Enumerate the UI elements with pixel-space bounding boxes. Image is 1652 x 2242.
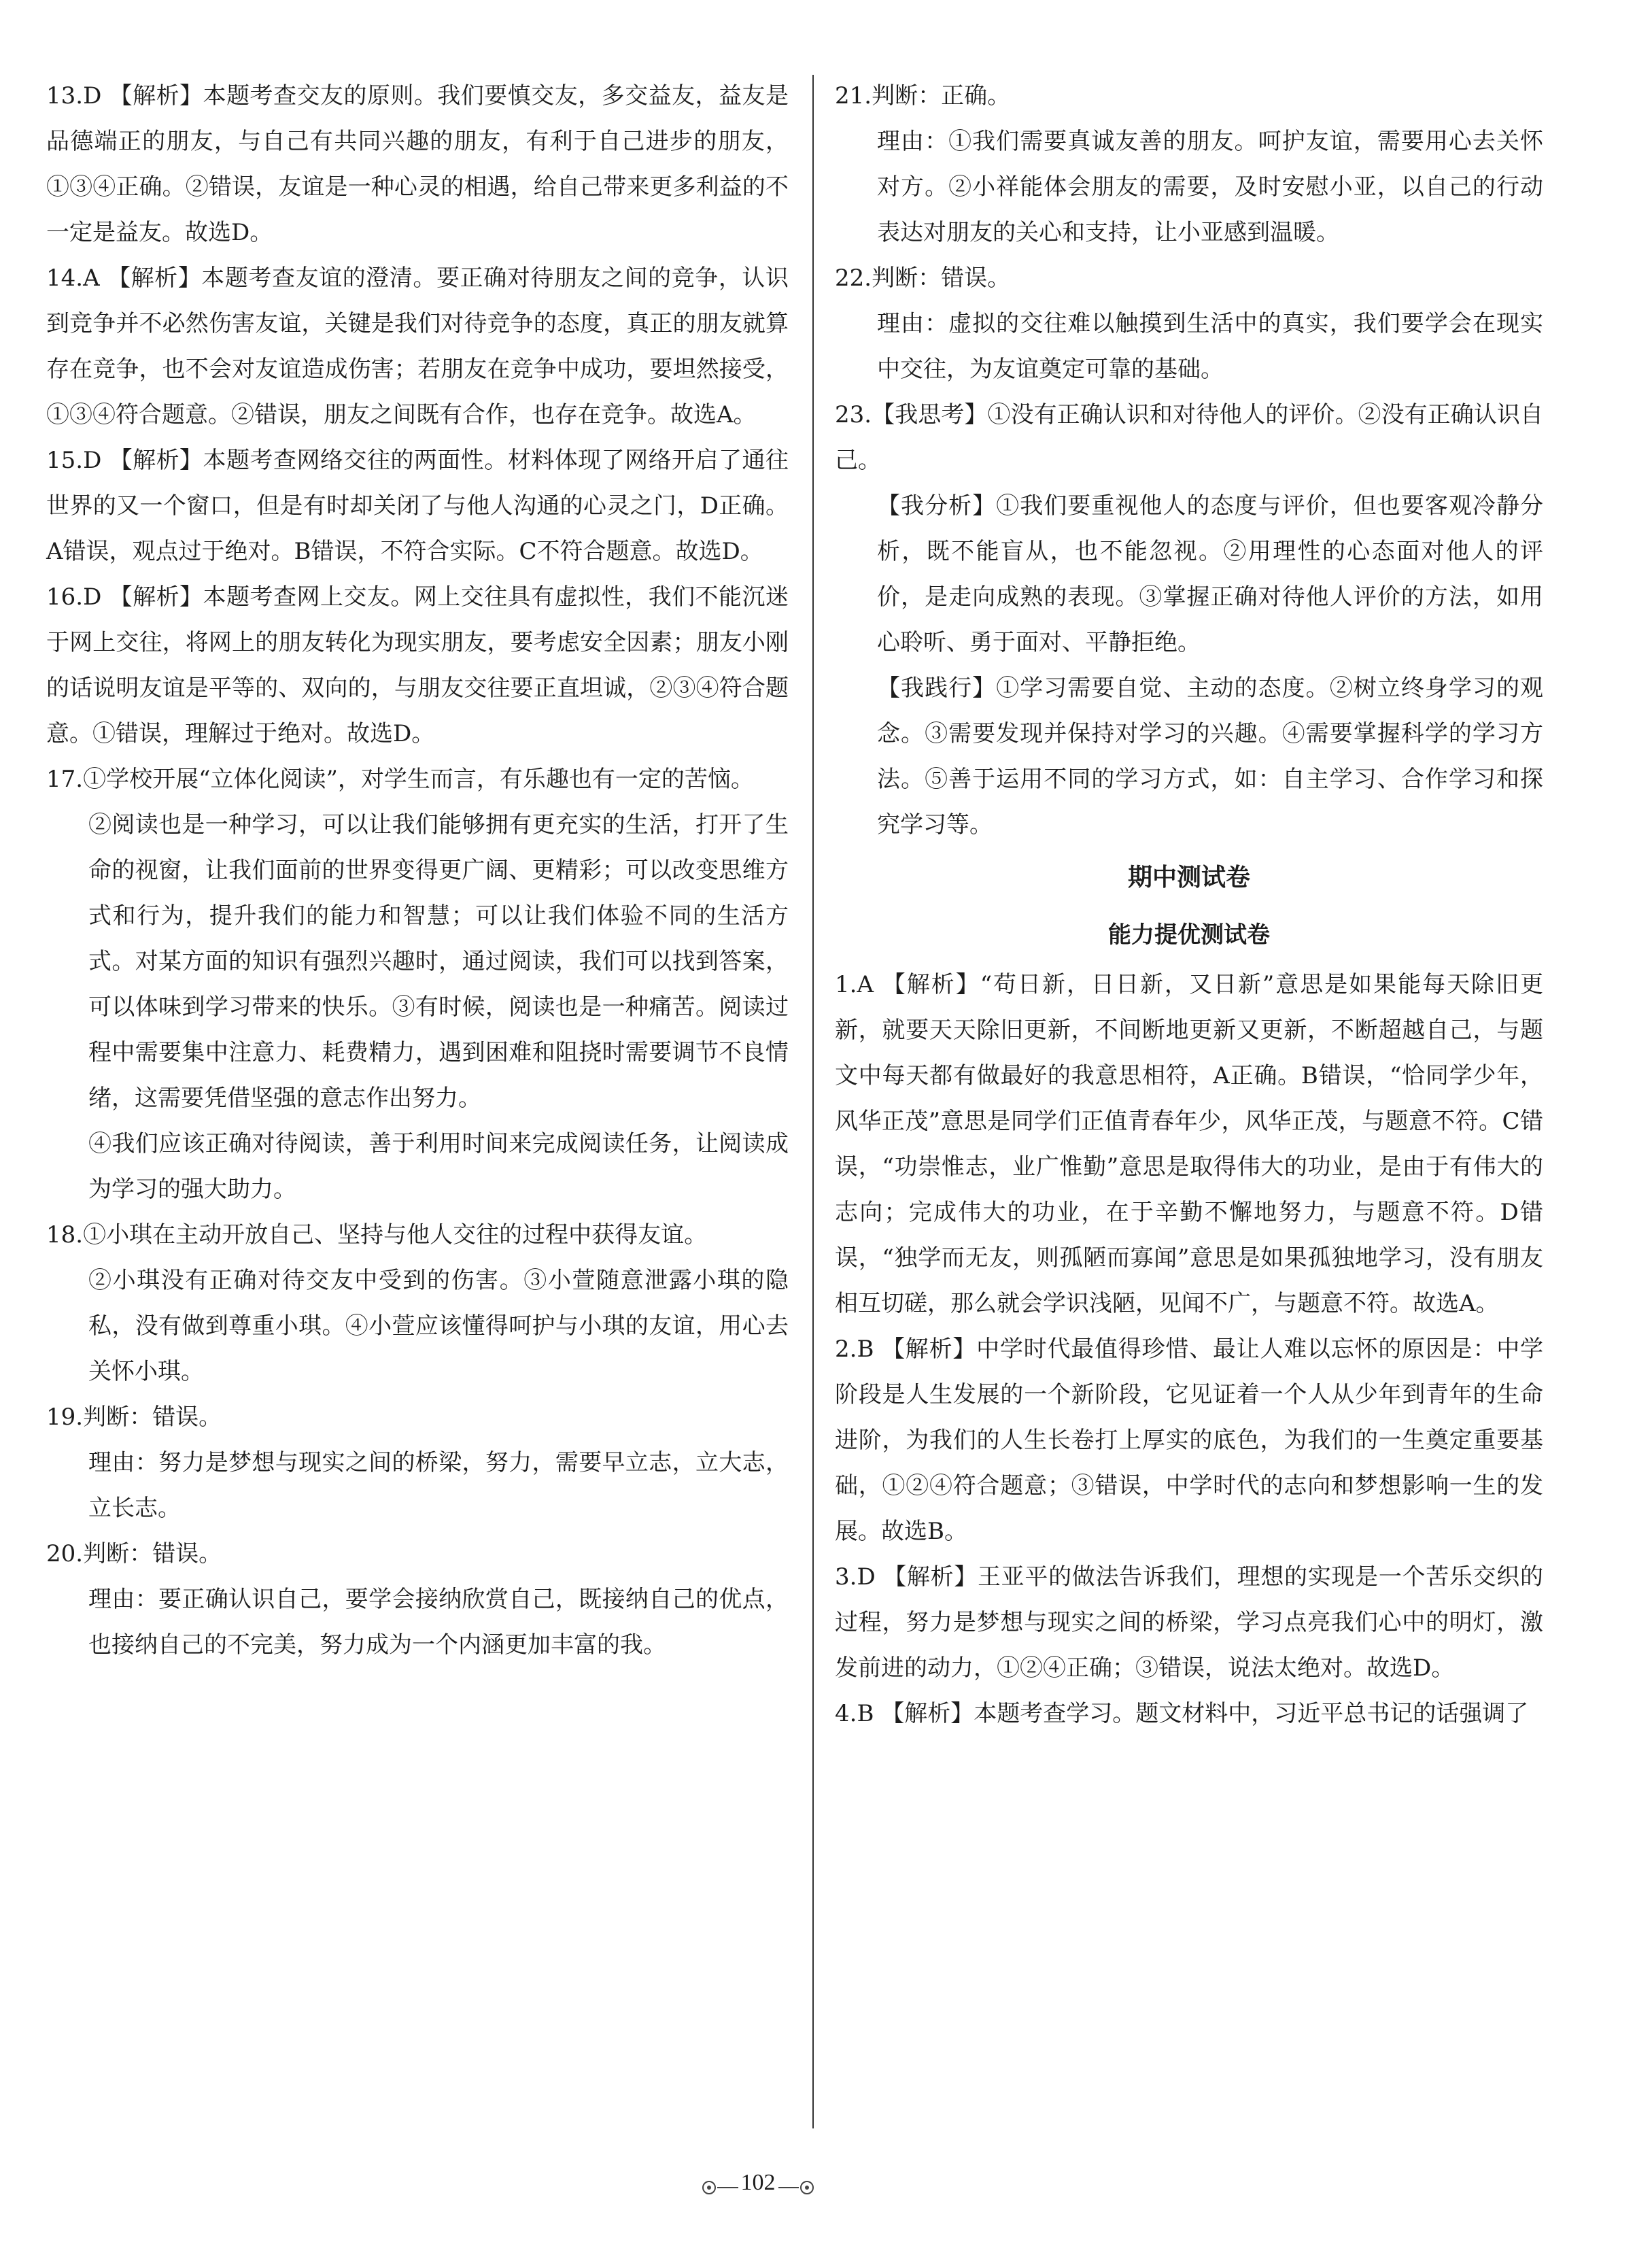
answer-q16 <box>46 575 789 757</box>
answer-paragraph: 4.B 【解析】本题考查学习。题文材料中，习近平总书记的话强调了 <box>835 1700 1529 1727</box>
answer-paragraph: 17.①学校开展“立体化阅读”，对学生而言，有乐趣也有一定的苦恼。 <box>46 766 754 793</box>
answer-paragraph: 20.判断：错误。 <box>46 1540 222 1567</box>
page-footer <box>690 2169 826 2210</box>
answer-paragraph: 13.D 【解析】本题考查交友的原则。我们要慎交友，多交益友，益友是品德端正的朋友，与自己有共同兴趣的朋友，有利于自己进步的朋友，①③④正确。②错误，友谊是一种心灵的相遇，给自己带来更多利益的不一定是益友。故选D。 <box>46 82 789 246</box>
answer-paragraph: 理由：虚拟的交往难以触摸到生活中的真实，我们要学会在现实中交往，为友谊奠定可靠的基础。 <box>877 310 1543 383</box>
answer-paragraph: 【我分析】①我们要重视他人的态度与评价，但也要客观冷静分析，既不能盲从，也不能忽视。②用理性的心态面对他人的评价，是走向成熟的表现。③掌握正确对待他人评价的方法，如用心聆听、勇于面对、平静拒绝。 <box>877 492 1543 656</box>
answer-paragraph: 2.B 【解析】中学时代最值得珍惜、最让人难以忘怀的原因是：中学阶段是人生发展的一个新阶段，它见证着一个人从少年到青年的生命进阶，为我们的人生长卷打上厚实的底色，为我们的一生奠定重要基础，①②④符合题意；③错误，中学时代的志向和梦想影响一生的发展。故选B。 <box>835 1336 1543 1545</box>
answer-m1 <box>835 962 1543 1327</box>
answer-q17 <box>46 757 789 1212</box>
answer-q23 <box>835 392 1543 848</box>
answer-paragraph: 15.D 【解析】本题考查网络交往的两面性。材料体现了网络开启了通往世界的又一个窗口，但是有时却关闭了与他人沟通的心灵之门，D正确。A错误，观点过于绝对。B错误，不符合实际。C不符合题意。故选D。 <box>46 447 789 565</box>
answer-paragraph: 3.D 【解析】王亚平的做法告诉我们，理想的实现是一个苦乐交织的过程，努力是梦想与现实之间的桥梁，学习点亮我们心中的明灯，激发前进的动力，①②④正确；③错误，说法太绝对。故选D。 <box>835 1563 1543 1682</box>
answer-q21 <box>835 73 1543 256</box>
answer-paragraph: ②小琪没有正确对待交友中受到的伤害。③小萱随意泄露小琪的隐私，没有做到尊重小琪。④小萱应该懂得呵护与小琪的友谊，用心去关怀小琪。 <box>88 1267 789 1385</box>
answer-paragraph: 14.A 【解析】本题考查友谊的澄清。要正确对待朋友之间的竞争，认识到竞争并不必然伤害友谊，关键是我们对待竞争的态度，真正的朋友就算存在竞争，也不会对友谊造成伤害；若朋友在竞争中成功，要坦然接受，①③④符合题意。②错误，朋友之间既有合作，也存在竞争。故选A。 <box>46 265 789 428</box>
right-column-top <box>835 73 1543 848</box>
answer-paragraph: 1.A 【解析】“苟日新，日日新，又日新”意思是如果能每天除旧更新，就要天天除旧更新，不间断地更新又更新，不断超越自己，与题文中每天都有做最好的我意思相符，A正确。B错误，“恰同学少年，风华正茂”意思是同学们正值青春年少，风华正茂，与题意不符。C错误，“功崇惟志，业广惟勤”意思是取得伟大的功业，是由于有伟大的志向；完成伟大的功业，在于辛勤不懈地努力，与题意不符。D错误，“独学而无友，则孤陋而寡闻”意思是如果孤独地学习，没有朋友相互切磋，那么就会学识浅陋，见闻不广，与题意不符。故选A。 <box>835 971 1543 1317</box>
answer-m4 <box>835 1691 1543 1737</box>
column-divider <box>812 75 814 2128</box>
answer-paragraph: 16.D 【解析】本题考查网上交友。网上交往具有虚拟性，我们不能沉迷于网上交往，将网上的朋友转化为现实朋友，要考虑安全因素；朋友小刚的话说明友谊是平等的、双向的，与朋友交往要正直坦诚，②③④符合题意。①错误，理解过于绝对。故选D。 <box>46 583 789 747</box>
answer-q19 <box>46 1395 789 1531</box>
answer-paragraph: 【我践行】①学习需要自觉、主动的态度。②树立终身学习的观念。③需要发现并保持对学习的兴趣。④需要掌握科学的学习方法。⑤善于运用不同的学习方式，如：自主学习、合作学习和探究学习等。 <box>877 675 1543 838</box>
answer-q22 <box>835 256 1543 392</box>
right-column-bottom <box>835 962 1543 1737</box>
answer-m2 <box>835 1327 1543 1555</box>
answer-paragraph: ②阅读也是一种学习，可以让我们能够拥有更充实的生活，打开了生命的视窗，让我们面前的世界变得更广阔、更精彩；可以改变思维方式和行为，提升我们的能力和智慧；可以让我们体验不同的生活方式。对某方面的知识有强烈兴趣时，通过阅读，我们可以找到答案，可以体味到学习带来的快乐。③有时候，阅读也是一种痛苦。阅读过程中需要集中注意力、耗费精力，遇到困难和阻挠时需要调节不良情绪，这需要凭借坚强的意志作出努力。 <box>88 811 789 1112</box>
page-number: 102 <box>738 2170 778 2195</box>
answer-paragraph: 理由：要正确认识自己，要学会接纳欣赏自己，既接纳自己的优点，也接纳自己的不完美，努力成为一个内涵更加丰富的我。 <box>88 1586 789 1659</box>
answer-q18 <box>46 1212 789 1395</box>
answer-paragraph: 21.判断：正确。 <box>835 82 1011 109</box>
left-column <box>46 73 789 1668</box>
section-subtitle: 能力提优测试卷 <box>1108 921 1270 949</box>
answer-q13 <box>46 73 789 256</box>
answer-q14 <box>46 256 789 438</box>
answer-paragraph: 23.【我思考】①没有正确认识和对待他人的评价。②没有正确认识自己。 <box>835 401 1543 474</box>
answer-q15 <box>46 438 789 575</box>
answer-paragraph: ④我们应该正确对待阅读，善于利用时间来完成阅读任务，让阅读成为学习的强大助力。 <box>88 1130 789 1203</box>
answer-paragraph: 理由：①我们需要真诚友善的朋友。呵护友谊，需要用心去关怀对方。②小祥能体会朋友的需要，及时安慰小亚，以自己的行动表达对朋友的关心和支持，让小亚感到温暖。 <box>877 128 1543 246</box>
right-column <box>835 73 1543 1737</box>
section-title: 期中测试卷 <box>1127 864 1250 891</box>
answer-paragraph: 18.①小琪在主动开放自己、坚持与他人交往的过程中获得友谊。 <box>46 1221 708 1249</box>
answer-paragraph: 19.判断：错误。 <box>46 1404 222 1431</box>
answer-m3 <box>835 1555 1543 1691</box>
answer-paragraph: 22.判断：错误。 <box>835 265 1011 292</box>
answer-paragraph: 理由：努力是梦想与现实之间的桥梁，努力，需要早立志，立大志，立长志。 <box>88 1449 789 1522</box>
answer-q20 <box>46 1531 789 1668</box>
